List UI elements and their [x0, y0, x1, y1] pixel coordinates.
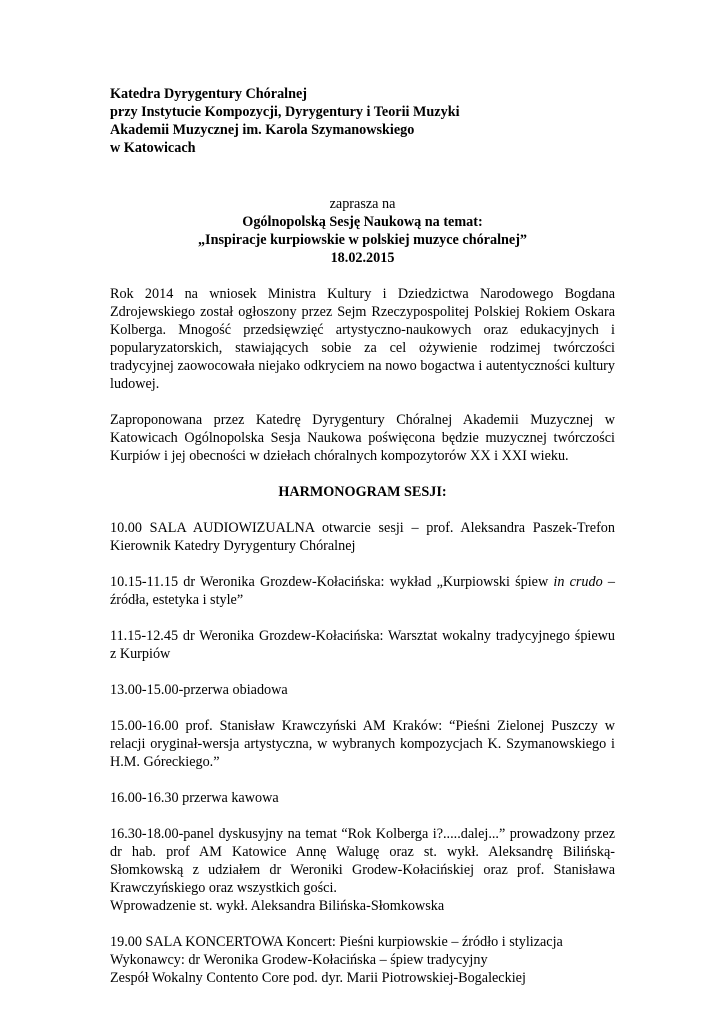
invite-intro: zaprasza na [329, 196, 396, 212]
intro-paragraph-2: Zaproponowana przez Katedrę Dyrygentury Chóralnej Akademii Muzycznej w Katowicach Ogólnopolska Sesja Naukowa poświęcona będzie muzycznej twórczości Kurpiów i jej obecności w dziełach chóralnych kompozytorów XX i XXI wieku. [110, 412, 615, 464]
schedule-item-text: Wprowadzenie st. wykł. Aleksandra Bilińska-Słomkowska [110, 898, 445, 914]
concert-line: 19.00 SALA KONCERTOWA Koncert: Pieśni kurpiowskie – źródło i stylizacja [110, 934, 563, 950]
schedule-item: 13.00-15.00-przerwa obiadowa [110, 682, 288, 698]
schedule-item-text: – źródła, estetyka i style” [110, 574, 616, 608]
schedule-item: 16.00-16.30 przerwa kawowa [110, 790, 279, 806]
schedule-title: HARMONOGRAM SESJI: [278, 484, 447, 500]
schedule-item: 15.00-16.00 prof. Stanisław Krawczyński AM Kraków: “Pieśni Zielonej Puszczy w relacji oryginał-wersja artystyczna, w wybranych kompozycjach K. Szymanowskiego i H.M. Góreckiego.” [110, 718, 615, 770]
invitation-block [110, 195, 615, 267]
header-line-1: Katedra Dyrygentury Chóralnej [110, 86, 308, 102]
schedule-item: 11.15-12.45 dr Weronika Grozdew-Kołacińska: Warsztat wokalny tradycyjnego śpiewu z Kurpiów [110, 628, 615, 662]
ensemble-line: Zespół Wokalny Contento Core pod. dyr. Marii Piotrowskiej-Bogaleckiej [110, 970, 526, 986]
schedule-item: 10.00 SALA AUDIOWIZUALNA otwarcie sesji – prof. Aleksandra Paszek-Trefon Kierownik Katedry Dyrygentury Chóralnej [110, 520, 615, 554]
session-topic: „Inspiracje kurpiowskie w polskiej muzyce chóralnej” [197, 232, 528, 248]
schedule-item-text: 10.15-11.15 dr Weronika Grozdew-Kołacińska: wykład „Kurpiowski śpiew [110, 574, 554, 590]
session-name: Ogólnopolską Sesję Naukową na temat: [242, 214, 483, 230]
schedule-item-text: 16.30-18.00-panel dyskusyjny na temat “Rok Kolberga i?.....dalej...” prowadzony przez dr hab. prof AM Katowice Annę Walugę oraz st. wykł. Aleksandrę Bilińską-Słomkowską z udziałem dr Weroniki Grodew-Kołacińskiej oraz prof. Stanisława Krawczyńskiego oraz wszystkich gości. [110, 826, 615, 896]
performers-line: Wykonawcy: dr Weronika Grodew-Kołacińska – śpiew tradycyjny [110, 952, 488, 968]
intro-paragraph-1: Rok 2014 na wniosek Ministra Kultury i Dziedzictwa Narodowego Bogdana Zdrojewskiego został ogłoszony przez Sejm Rzeczypospolitej Polskiej Rokiem Oskara Kolberga. Mnogość przedsięwzięć artystyczno-naukowych oraz edukacyjnych i popularyzatorskich, stawiających sobie za cel ożywienie rodzimej twórczości tradycyjnej zaowocowała niejako odkryciem na nowo bogactwa i autentyczności kultury ludowej. [110, 286, 615, 392]
schedule-item-italic: in crudo [553, 574, 603, 590]
header-line-3: Akademii Muzycznej im. Karola Szymanowskiego [110, 122, 415, 138]
schedule-item [110, 573, 615, 609]
header-line-4: w Katowicach [110, 140, 196, 156]
header-line-2: przy Instytucie Kompozycji, Dyrygentury i Teorii Muzyki [110, 104, 460, 120]
session-date: 18.02.2015 [330, 250, 395, 266]
institution-header [110, 85, 615, 157]
schedule-item [110, 825, 615, 915]
schedule-item [110, 933, 615, 987]
